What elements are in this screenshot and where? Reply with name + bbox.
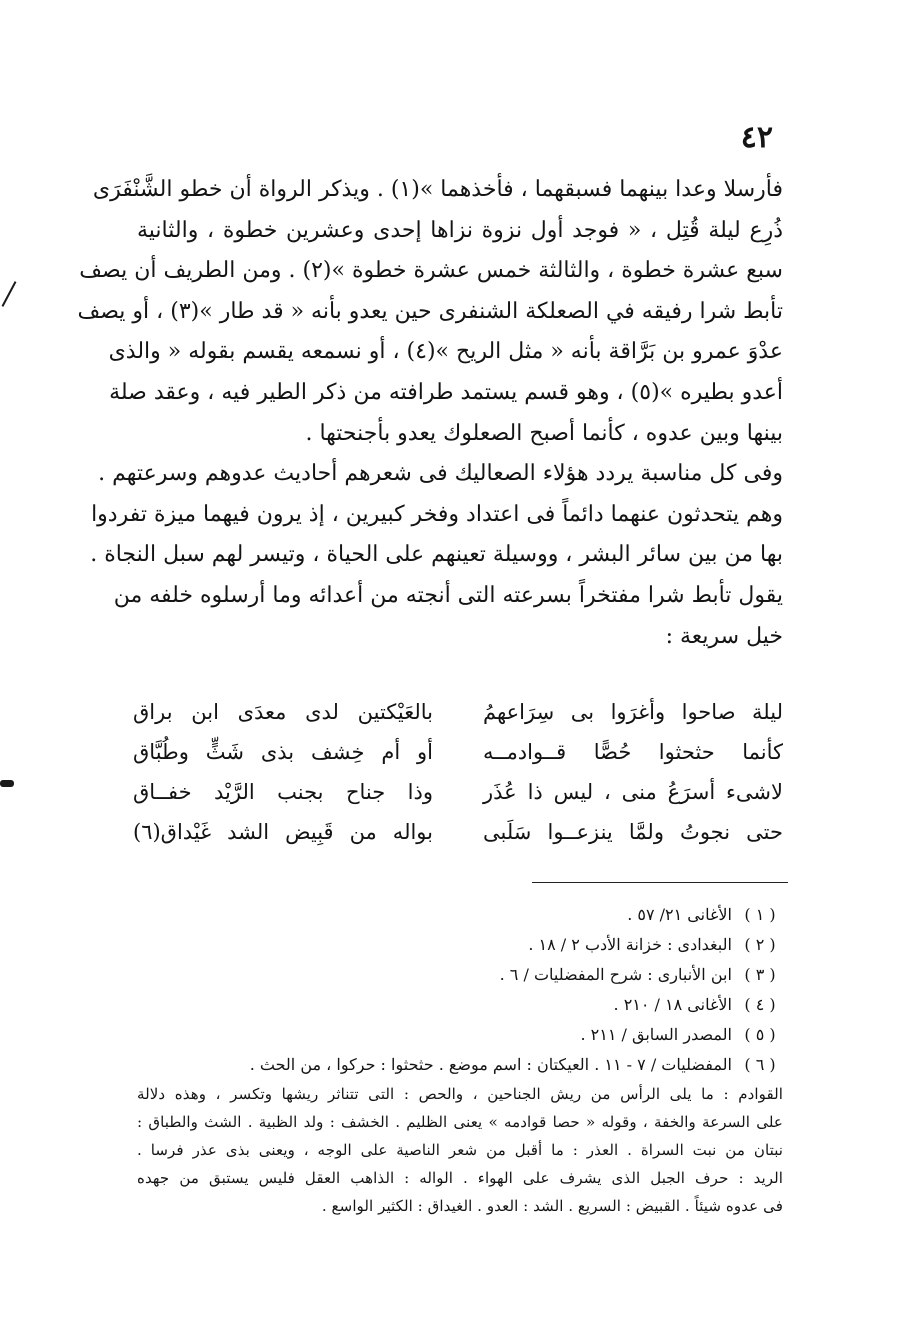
scan-mark — [0, 780, 14, 787]
scan-mark — [2, 281, 17, 307]
body-line: وهم يتحدثون عنهما دائماً فى اعتداد وفخر كبيرين ، إذ يرون فيهما ميزة تفردوا — [91, 501, 783, 527]
footnote-text: المفضليات / ٧ - ١١ . العيكتان : اسم موضع . حثحثوا : حركوا ، من الحث . — [249, 1055, 732, 1074]
verse-hemistich: ليلة صاحوا وأغرَوا بى سِرَاعهمُ — [483, 700, 783, 724]
poem — [133, 692, 783, 872]
body-text — [77, 170, 783, 657]
poem-first-hemistichs — [483, 692, 783, 852]
verse-hemistich: أو أم خِشف بذى شَثٍّ وطُبَّاق — [133, 740, 433, 764]
body-line: أعدو بطيره »(٥) ، وهو قسم يستمد طرافته من ذكر الطير فيه ، وعقد صلة — [109, 379, 783, 405]
verse-hemistich: بالعَيْكتين لدى معدَى ابن براق — [133, 700, 433, 724]
body-line: فأرسلا وعدا بينهما فسبقهما ، فأخذهما »(١) . ويذكر الرواة أن خطو الشَّنْفَرَى — [92, 177, 783, 202]
footnote-text: ابن الأنبارى : شرح المفضليات / ٦ . — [499, 965, 732, 984]
footnote-number: ( ٣ ) — [744, 965, 776, 984]
footnote-number: ( ٤ ) — [744, 995, 776, 1014]
footnote — [137, 990, 783, 1020]
body-line: يقول تأبط شرا مفتخراً بسرعته التى أنجته من أعدائه وما أرسلوه خلفه من — [113, 582, 783, 608]
body-line: تأبط شرا رفيقه في الصعلكة الشنفرى حين يعدو بأنه « قد طار »(٣) ، أو يصف — [77, 298, 783, 324]
body-line: سبع عشرة خطوة ، والثالثة خمس عشرة خطوة »(٢) . ومن الطريف أن يصف — [79, 258, 783, 284]
footnote-separator — [532, 882, 788, 883]
footnote — [137, 1050, 783, 1080]
verse-hemistich: حتى نجوتُ ولمَّا ينزعــوا سَلَبى — [483, 820, 783, 844]
footnote-number: ( ٥ ) — [744, 1025, 776, 1044]
verse-hemistich: كأنما حثحثوا حُصًّا قــوادمــه — [483, 740, 783, 764]
footnote-text: المصدر السابق / ٢١١ . — [580, 1025, 732, 1044]
body-line: خيل سريعة : — [665, 623, 783, 649]
footnote-number: ( ١ ) — [744, 905, 776, 924]
footnote-gloss-line: الريد : حرف الجبل الذى يشرف على الهواء . الواله : الذاهب العقل فليس يستبق من جهده — [137, 1169, 783, 1187]
footnote — [137, 930, 783, 960]
body-line: وفى كل مناسبة يردد هؤلاء الصعاليك فى شعرهم أحاديث عدوهم وسرعتهم . — [98, 461, 783, 487]
body-line: بها من بين سائر البشر ، ووسيلة تعينهم على الحياة ، وتيسر لهم سبل النجاة . — [90, 542, 783, 568]
verse-hemistich: وذا جناح بجنب الرَّيْد خفــاق — [133, 780, 433, 804]
body-line: ذُرِع ليلة قُتِل ، « فوجد أول نزوة نزاها إحدى وعشرين خطوة ، والثانية — [137, 217, 783, 243]
footnote-number: ( ٦ ) — [744, 1055, 776, 1074]
footnote-text: الأغانى ٢١/ ٥٧ . — [627, 905, 732, 924]
body-line: عدْوَ عمرو بن بَرَّاقة بأنه « مثل الريح »(٤) ، أو نسمعه يقسم بقوله « والذى — [108, 339, 783, 365]
footnote-gloss-line: فى عدوه شيئاً . القبيض : السريع . الشد : العدو . الغيداق : الكثير الواسع . — [321, 1197, 783, 1215]
footnote — [137, 900, 783, 930]
footnotes — [137, 900, 783, 1220]
page-number: ٤٢ — [740, 120, 773, 155]
footnote-text: الأغانى ١٨ / ٢١٠ . — [613, 995, 732, 1014]
footnote-gloss-line: القوادم : ما يلى الرأس من ريش الجناحين ، والحص : التى تتناثر ريشها وتكسر ، وهذه دلالة — [137, 1085, 783, 1103]
body-line: بينها وبين عدوه ، كأنما أصبح الصعلوك يعدو بأجنحتها . — [305, 420, 783, 446]
footnote-gloss-line: نبتان من نبت السراة . العذر : ما أقبل من شعر الناصية على الوجه ، ويعنى بذى عذر فرسا . — [137, 1141, 783, 1159]
footnote — [137, 960, 783, 990]
footnote-number: ( ٢ ) — [744, 935, 776, 954]
verse-hemistich: لاشىء أسرَعُ منى ، ليس ذا عُذَر — [483, 780, 783, 804]
footnote-text: البغدادى : خزانة الأدب ٢ / ١٨ . — [528, 935, 732, 954]
poem-second-hemistichs — [133, 692, 433, 852]
footnote-gloss-line: على السرعة والخفة ، وقوله « حصا قوادمه » يعنى الظليم . الخشف : ولد الظبية . الشث والطباق : — [137, 1113, 783, 1131]
footnote — [137, 1020, 783, 1050]
verse-hemistich: بواله من قَبِيض الشد غَيْداق(٦) — [133, 820, 433, 844]
